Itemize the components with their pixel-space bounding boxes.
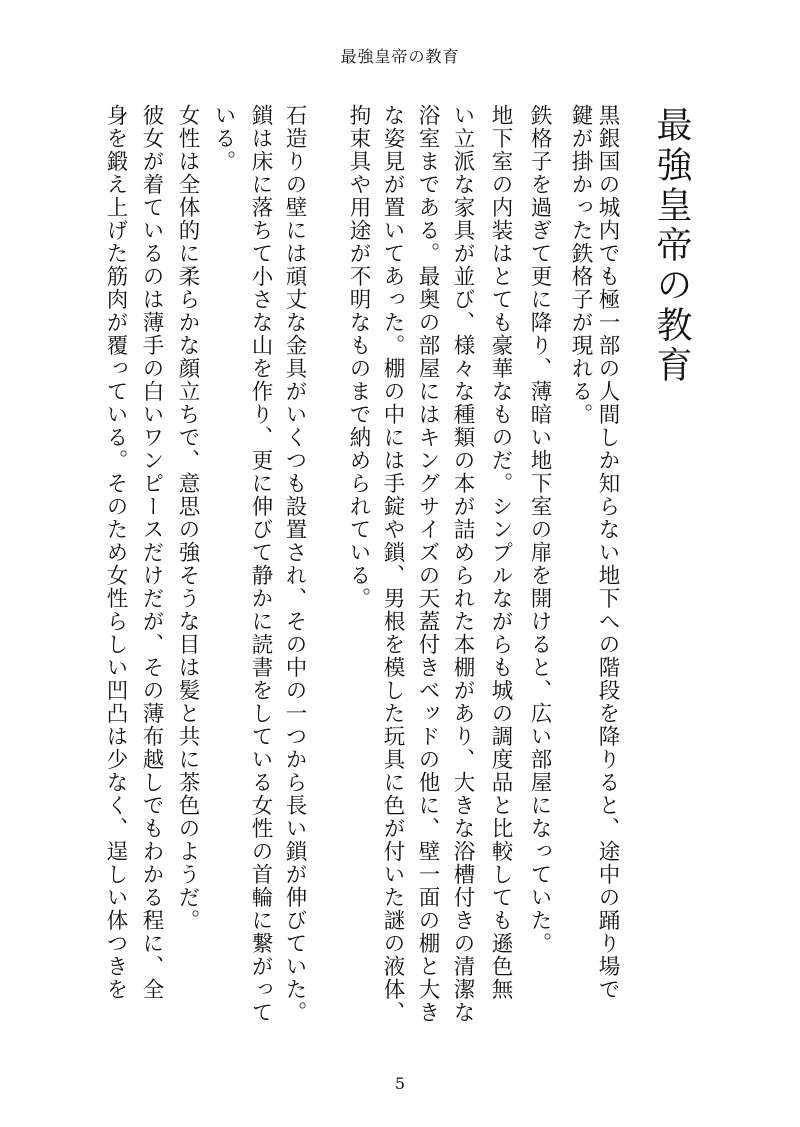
- text-column: 石造りの壁には頑丈な金具がいくつも設置され、その中の一つから長い鎖が伸びていた。: [282, 104, 307, 1024]
- running-header: 最強皇帝の教育: [340, 47, 460, 66]
- text-column: 地下室の内装はとても豪華なものだ。シンプルながらも城の調度品と比較しても遜色無: [488, 104, 513, 1001]
- page-number: 5: [394, 1074, 406, 1093]
- chapter-title: 最強皇帝の教育: [651, 106, 692, 386]
- text-column: 身を鍛え上げた筋肉が覆っている。そのため女性らしい凹凸は少なく、逞しい体つきを: [103, 104, 128, 1001]
- text-column: 彼女が着ているのは薄手の白いワンピースだけだが、その薄布越しでもわかる程に、全: [139, 104, 164, 1001]
- text-column: 拘束具や用途が不明なものまで納められている。: [346, 104, 371, 610]
- text-column: い立派な家具が並び、様々な種類の本が詰められた本棚があり、大きな浴槽付きの清潔な: [450, 104, 475, 1024]
- text-column: 女性は全体的に柔らかな顔立ちで、意思の強そうな目は髪と共に茶色のようだ。: [175, 104, 200, 932]
- text-column: 鉄格子を過ぎて更に降り、薄暗い地下室の扉を開けると、広い部屋になっていた。: [527, 104, 552, 955]
- text-column: 鍵が掛かった鉄格子が現れる。: [568, 104, 593, 426]
- text-column: 黒銀国の城内でも極一部の人間しか知らない地下への階段を降りると、途中の踊り場で: [595, 104, 620, 1001]
- text-column: 鎖は床に落ちて小さな山を作り、更に伸びて静かに読書をしている女性の首輪に繋がって: [248, 104, 273, 1024]
- text-column: 浴室まである。最奥の部屋にはキングサイズの天蓋付きベッドの他に、壁一面の棚と大き: [415, 104, 440, 1024]
- text-column: な姿見が置いてあった。棚の中には手錠や鎖、男根を模した玩具に色が付いた謎の液体、: [380, 104, 405, 1024]
- text-column: いる。: [211, 104, 236, 173]
